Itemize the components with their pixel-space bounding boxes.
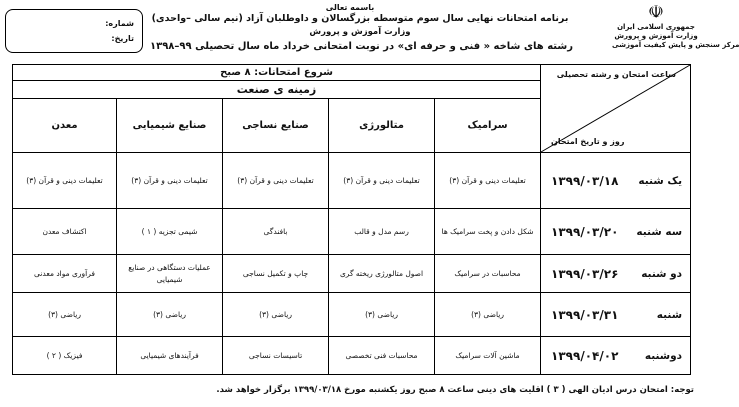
day-label: سه شنبه [636, 225, 683, 238]
day-date-cell [541, 255, 691, 293]
day-label: یک شنبه [638, 174, 683, 187]
subject-cell: ریاضی (۳) [13, 293, 117, 337]
subject-cell: ریاضی (۳) [117, 293, 223, 337]
date-value: ۱۳۹۹/۰۳/۳۱ [551, 307, 619, 322]
subject-cell: محاسبات در سرامیک [435, 255, 541, 293]
date-value: ۱۳۹۹/۰۳/۱۸ [551, 173, 619, 188]
emblem-icon: ☫ [647, 2, 665, 23]
emblem-line-1: جمهوری اسلامی ایران [617, 23, 695, 31]
basmala: باسمه تعالی [325, 3, 375, 12]
subject-cell: اصول متالورژی ریخته گری [329, 255, 435, 293]
start-time-header: شروع امتحانات: ۸ صبح [13, 65, 541, 81]
day-date-cell [541, 209, 691, 255]
emblem-line-3: مرکز سنجش و پایش کیفیت آموزشی [612, 41, 739, 49]
subject-cell: رسم مدل و قالب [329, 209, 435, 255]
date-value: ۱۳۹۹/۰۳/۲۶ [551, 266, 619, 281]
col-header-metallurgy: متالورژی [329, 99, 435, 153]
date-label: تاریخ: [111, 34, 134, 43]
table-row [13, 337, 691, 375]
day-date-cell [541, 153, 691, 209]
subject-cell: اکتشاف معدن [13, 209, 117, 255]
day-date-cell [541, 293, 691, 337]
subject-cell: ریاضی (۳) [223, 293, 329, 337]
day-date-cell [541, 337, 691, 375]
title-line-2: وزارت آموزش و پرورش [309, 27, 411, 37]
subject-cell: فرآوری مواد معدنی [13, 255, 117, 293]
col-header-chemical: صنایع شیمیایی [117, 99, 223, 153]
table-row [13, 209, 691, 255]
subject-cell: تعلیمات دینی و قرآن (۳) [13, 153, 117, 209]
corner-top-label: ساعت امتحان و رشته تحصیلی [556, 70, 677, 79]
ministry-emblem [612, 2, 739, 50]
title-line-3: رشته های شاخه « فنی و حرفه ای» در نوبت امتحانی خرداد ماه سال تحصیلی ۹۹–۱۳۹۸ [150, 41, 573, 52]
footer-note: توجه: امتحان درس ادیان الهی ( ۳ ) اقلیت های دینی ساعت ۸ صبح روز یکشنبه مورخ ۱۳۹۹/۰۳/۱۸ برگزار خواهد شد. [216, 385, 694, 395]
col-header-mining: معدن [13, 99, 117, 153]
table-row [13, 293, 691, 337]
table-row [13, 255, 691, 293]
subject-cell: فیزیک ( ۲ ) [13, 337, 117, 375]
day-label: دوشنبه [644, 349, 683, 362]
subject-cell: تعلیمات دینی و قرآن (۳) [435, 153, 541, 209]
corner-header [541, 65, 691, 153]
date-value: ۱۳۹۹/۰۴/۰۲ [551, 348, 619, 363]
col-header-ceramics: سرامیک [435, 99, 541, 153]
subject-cell: چاپ و تکمیل نساجی [223, 255, 329, 293]
day-label: دو شنبه [641, 267, 683, 280]
number-date-box [5, 9, 143, 53]
corner-bottom-label: روز و تاریخ امتحان [551, 137, 625, 146]
subject-cell: شکل دادن و پخت سرامیک ها [435, 209, 541, 255]
date-value: ۱۳۹۹/۰۳/۲۰ [551, 224, 619, 239]
subject-cell: تاسیسات نساجی [223, 337, 329, 375]
day-label: شنبه [656, 308, 683, 321]
field-header: زمینه ی صنعت [13, 81, 541, 99]
number-label: شماره: [105, 19, 134, 28]
table-row [13, 153, 691, 209]
subject-cell: فرآیندهای شیمیایی [117, 337, 223, 375]
subject-cell: شیمی تجزیه ( ۱ ) [117, 209, 223, 255]
subject-cell: ریاضی (۳) [435, 293, 541, 337]
col-header-textile: صنایع نساجی [223, 99, 329, 153]
subject-cell: تعلیمات دینی و قرآن (۳) [117, 153, 223, 209]
subject-cell: عملیات دستگاهی در صنایع شیمیایی [117, 255, 223, 293]
subject-cell: بافندگی [223, 209, 329, 255]
schedule-table [12, 64, 691, 375]
subject-cell: تعلیمات دینی و قرآن (۳) [329, 153, 435, 209]
title-line-1: برنامه امتحانات نهایی سال سوم متوسطه بزرگسالان و داوطلبان آزاد (نیم سالی –واحدی) [151, 13, 569, 24]
emblem-line-2: وزارت آموزش و پرورش [614, 32, 698, 40]
subject-cell: محاسبات فنی تخصصی [329, 337, 435, 375]
subject-cell: تعلیمات دینی و قرآن (۳) [223, 153, 329, 209]
subject-cell: ماشین آلات سرامیک [435, 337, 541, 375]
subject-cell: ریاضی (۳) [329, 293, 435, 337]
